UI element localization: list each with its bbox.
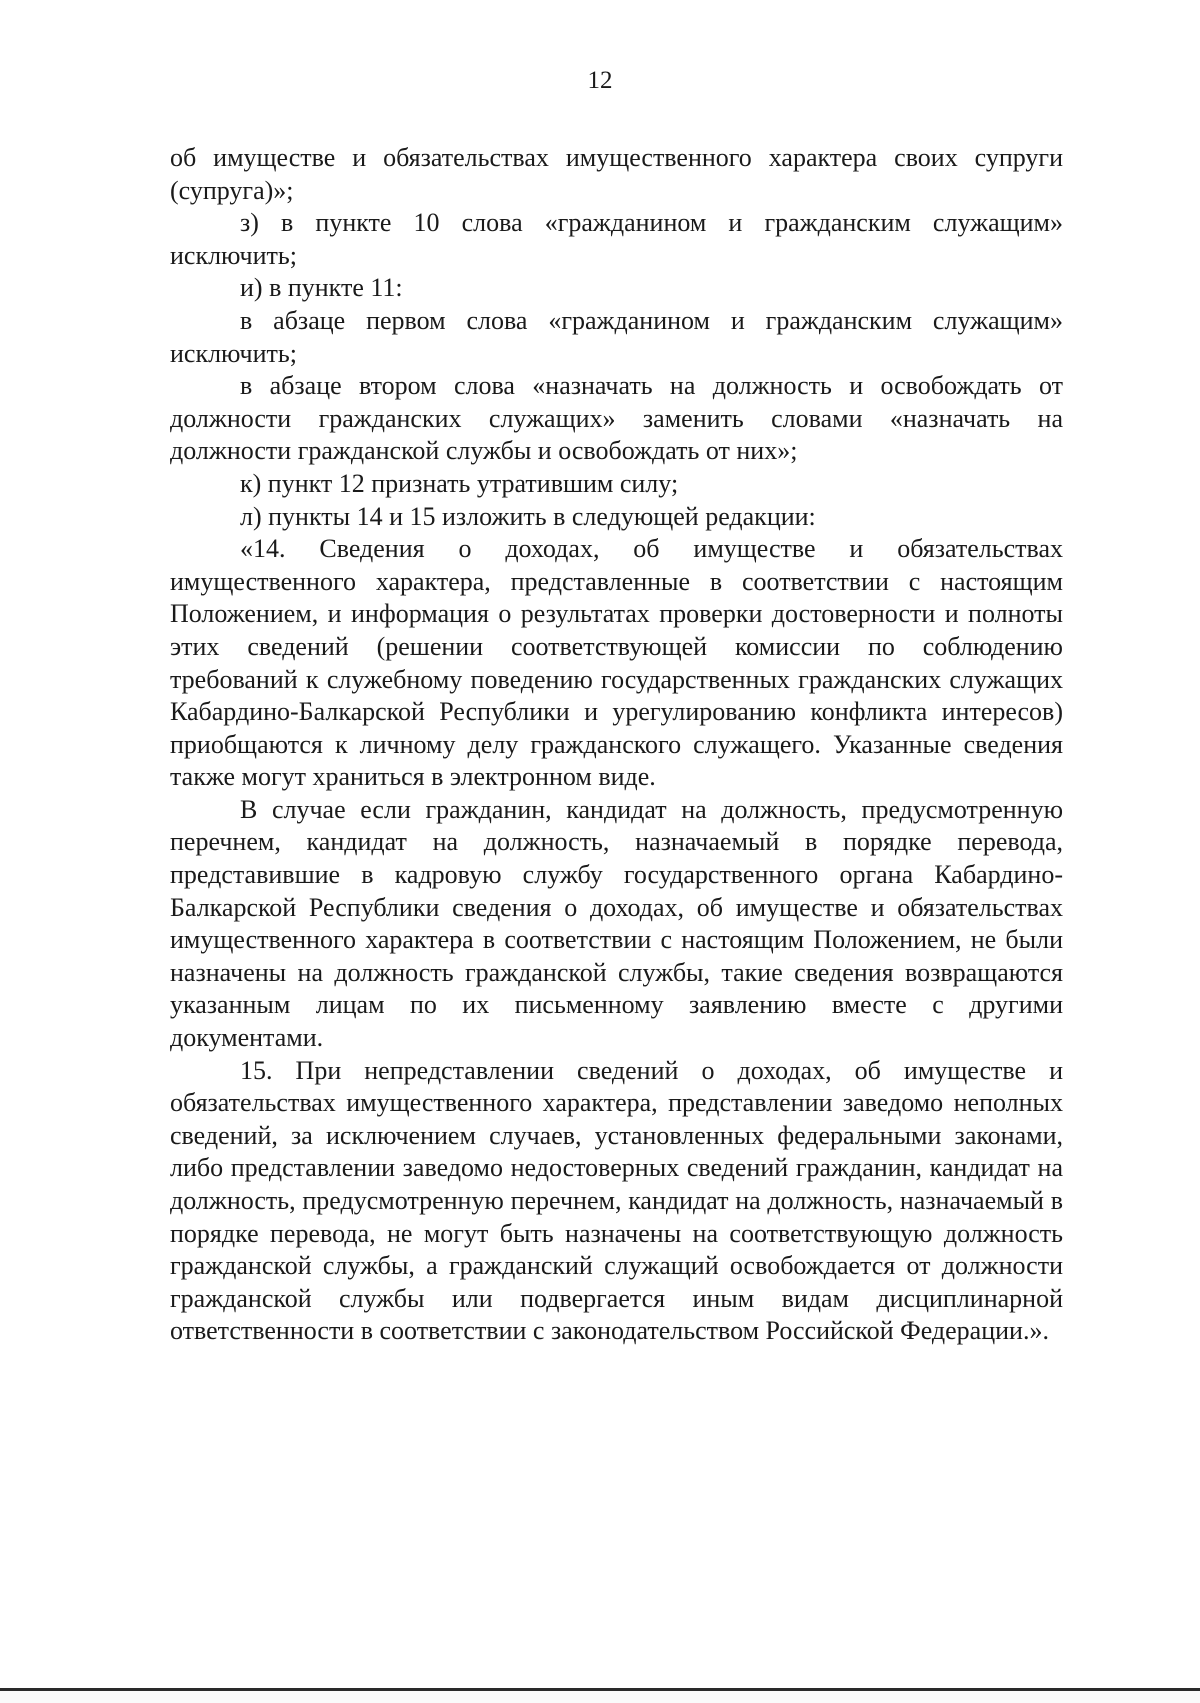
paragraph-6: к) пункт 12 признать утратившим силу; [240,468,679,498]
paragraph-8: «14. Сведения о доходах, об имуществе и обязательствах имущественного характера, представленные в соответствии с настоящим Положением, и информация о результатах проверки достоверности и полноты этих сведений (решении соответствующей комиссии по соблюдению требований к служебному поведению государственных гражданских служащих Кабардино-Балкарской Республики и урегулированию конфликта интересов) приобщаются к личному делу гражданского служащего. Указанные сведения также могут храниться в электронном виде. [170,534,1063,792]
paragraph-10: 15. При непредставлении сведений о доходах, об имуществе и обязательствах имущественного характера, представлении заведомо неполных сведений, за исключением случаев, установленных федеральными законами, либо представлении заведомо недостоверных сведений гражданин, кандидат на должность, предусмотренную перечнем, кандидат на должность, назначаемый в порядке перевода, не могут быть назначены на соответствующую должность гражданской службы, а гражданский служащий освобождается от должности гражданской службы или подвергается иным видам дисциплинарной ответственности в соответствии с законодательством Российской Федерации.». [170,1055,1063,1346]
paragraph-4: в абзаце первом слова «гражданином и гражданским служащим» исключить; [170,305,1063,368]
paragraph-5: в абзаце втором слова «назначать на должность и освобождать от должности гражданских служащих» заменить словами «назначать на должности гражданской службы и освобождать от них»; [170,371,1063,466]
paragraph-1: об имуществе и обязательствах имущественного характера своих супруги (супруга)»; [170,143,1063,205]
scan-bottom-edge-line [0,1688,1200,1691]
page-number: 12 [587,67,613,94]
paragraph-3: и) в пункте 11: [240,273,403,303]
paragraph-7: л) пункты 14 и 15 изложить в следующей редакции: [240,501,816,531]
document-body [170,142,1063,1348]
paragraph-2: з) в пункте 10 слова «гражданином и гражданским служащим» исключить; [170,208,1063,270]
paragraph-9: В случае если гражданин, кандидат на должность, предусмотренную перечнем, кандидат на должность, назначаемый в порядке перевода, представившие в кадровую службу государственного органа Кабардино-Балкарской Республики сведения о доходах, об имуществе и обязательствах имущественного характера в соответствии с настоящим Положением, не были назначены на должность гражданской службы, такие сведения возвращаются указанным лицам по их письменному заявлению вместе с другими документами. [170,794,1063,1053]
scan-bottom-margin [0,1691,1200,1703]
